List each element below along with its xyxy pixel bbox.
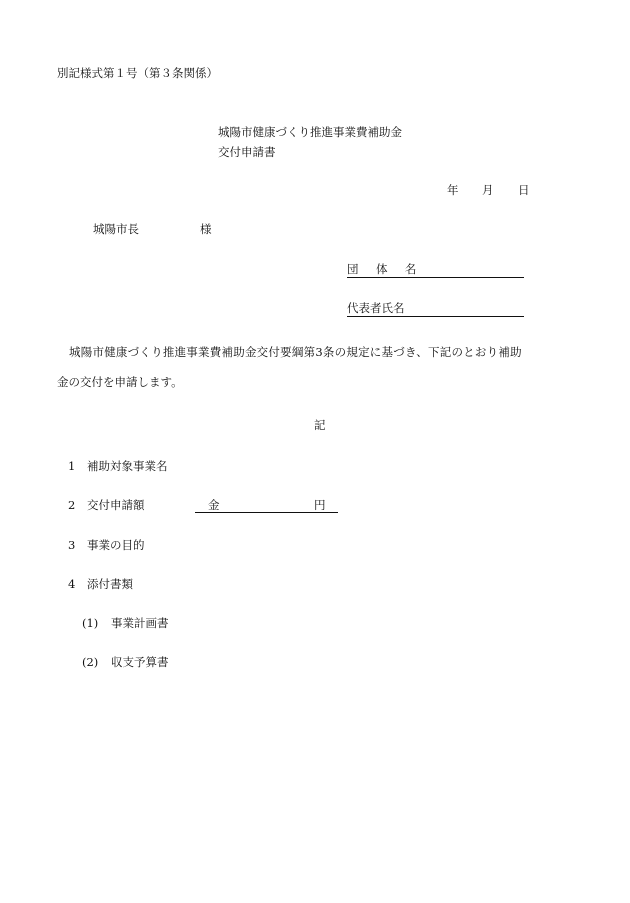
item-2-label: 交付申請額 xyxy=(87,498,145,512)
ki-heading: 記 xyxy=(314,418,326,432)
item-3-number: 3 xyxy=(68,538,76,552)
title-line-1: 城陽市健康づくり推進事業費補助金 xyxy=(218,125,402,139)
date-day-label: 日 xyxy=(518,183,530,197)
item-4-label: 添付書類 xyxy=(87,577,133,591)
amount-suffix: 円 xyxy=(314,498,326,512)
organization-name-label: 団 体 名 xyxy=(347,262,424,276)
item-4-number: 4 xyxy=(68,577,76,591)
representative-name-underline xyxy=(347,316,524,317)
title-line-2: 交付申請書 xyxy=(218,145,276,159)
addressee-honorific: 様 xyxy=(200,222,212,236)
organization-name-underline xyxy=(347,277,524,278)
representative-name-label: 代表者氏名 xyxy=(347,301,405,315)
date-month-label: 月 xyxy=(482,183,494,197)
date-year-label: 年 xyxy=(447,183,459,197)
item-1-number: 1 xyxy=(68,459,76,473)
attachment-2-label: 収支予算書 xyxy=(111,655,169,669)
item-2-number: 2 xyxy=(68,498,76,512)
form-number: 別記様式第１号（第３条関係） xyxy=(57,66,218,80)
item-3-label: 事業の目的 xyxy=(87,538,145,552)
body-text-line-1: 城陽市健康づくり推進事業費補助金交付要綱第3条の規定に基づき、下記のとおり補助 xyxy=(69,345,522,359)
item-1-label: 補助対象事業名 xyxy=(87,459,168,473)
body-text-line-2: 金の交付を申請します。 xyxy=(57,375,183,389)
amount-prefix: 金 xyxy=(208,498,220,512)
addressee-name: 城陽市長 xyxy=(93,222,139,236)
amount-underline xyxy=(195,512,338,513)
attachment-1-label: 事業計画書 xyxy=(111,616,169,630)
attachment-1-number: (1) xyxy=(82,616,99,630)
attachment-2-number: (2) xyxy=(82,655,99,669)
